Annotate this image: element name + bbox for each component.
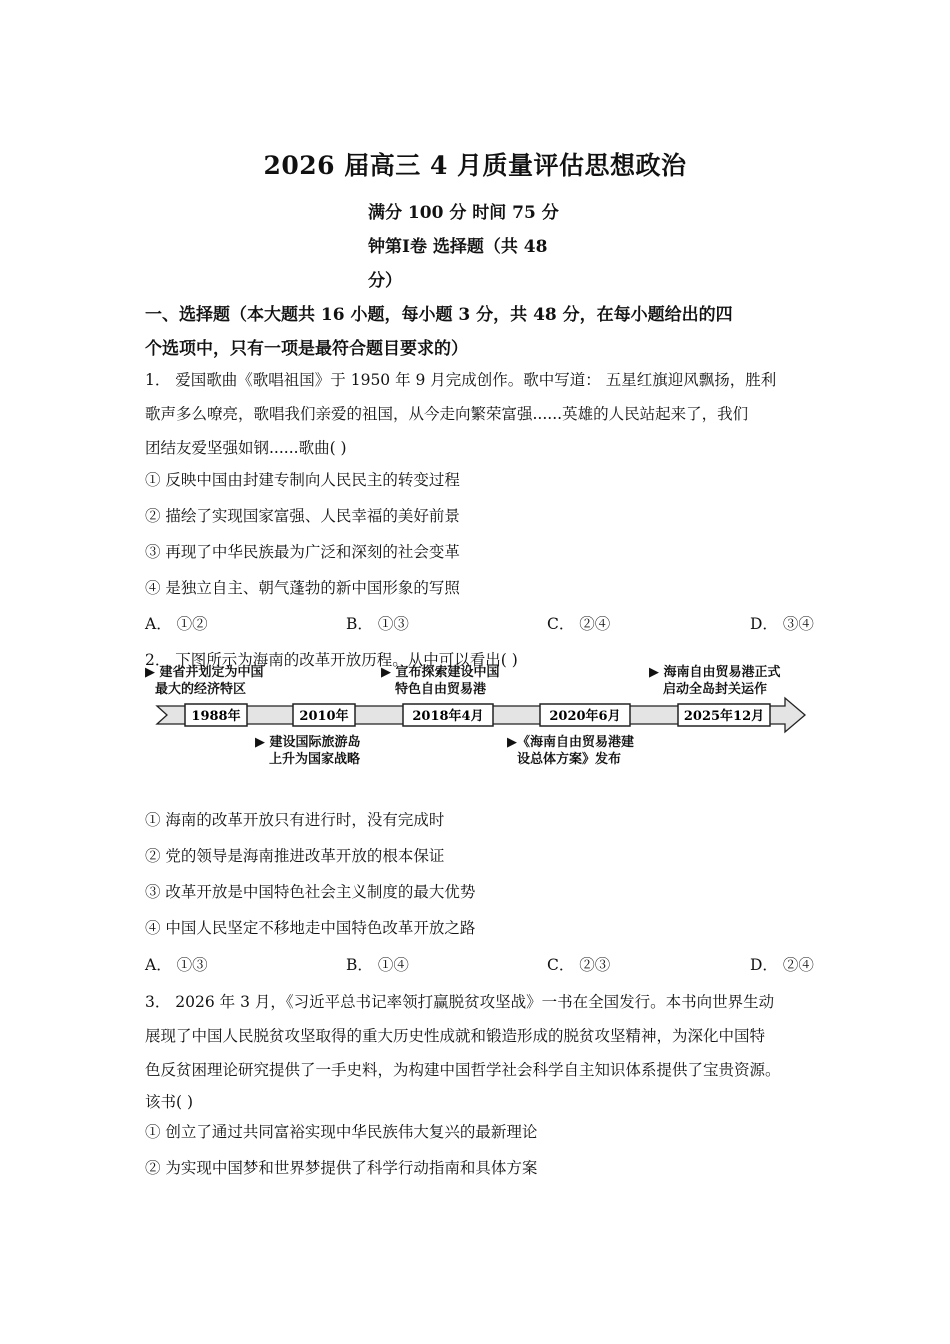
timeline-year: 1988年: [191, 709, 241, 724]
q1-option-d[interactable]: D． ③④: [750, 615, 814, 633]
q3-stem-line: 该书( ): [145, 1093, 194, 1111]
q1-stem-line: 团结友爱坚强如钢......歌曲( ): [145, 439, 347, 457]
q2-item: ③ 改革开放是中国特色社会主义制度的最大优势: [145, 883, 476, 901]
q1-option-a[interactable]: A． ①②: [145, 615, 208, 633]
timeline-event-above: ▶ 宣布探索建设中国 特色自由贸易港: [381, 665, 500, 697]
timeline-event-above: ▶ 建省并划定为中国 最大的经济特区: [145, 665, 264, 697]
q2-option-d[interactable]: D． ②④: [750, 956, 814, 974]
page-title: 2026 届高三 4 月质量评估思想政治: [263, 151, 687, 180]
q3-stem-line: 色反贫困理论研究提供了一手史料，为构建中国哲学社会科学自主知识体系提供了宝贵资源。: [145, 1061, 781, 1079]
hainan-timeline-figure: [145, 662, 810, 772]
q2-option-a[interactable]: A． ①③: [145, 956, 208, 974]
section-header-line-cont: 分）: [368, 271, 402, 291]
section-instructions: 一、选择题（本大题共 16 小题，每小题 3 分，共 48 分，在每小题给出的四: [145, 305, 733, 325]
section-header-line: 钟第Ⅰ卷 选择题（共 48: [368, 237, 548, 257]
q1-item: ④ 是独立自主、朝气蓬勃的新中国形象的写照: [145, 579, 460, 597]
timeline-event-below: ▶《海南自由贸易港建 设总体方案》发布: [507, 735, 634, 767]
q1-item: ① 反映中国由封建专制向人民民主的转变过程: [145, 471, 460, 489]
q1-item: ③ 再现了中华民族最为广泛和深刻的社会变革: [145, 543, 460, 561]
q2-stem: 2． 下图所示为海南的改革开放历程。从中可以看出( ): [145, 651, 518, 669]
q1-option-b[interactable]: B． ①③: [346, 615, 409, 633]
q3-stem-line: 展现了中国人民脱贫攻坚取得的重大历史性成就和锻造形成的脱贫攻坚精神，为深化中国特: [145, 1027, 766, 1045]
q2-item: ④ 中国人民坚定不移地走中国特色改革开放之路: [145, 919, 476, 937]
q3-item: ② 为实现中国梦和世界梦提供了科学行动指南和具体方案: [145, 1159, 538, 1177]
q2-option-b[interactable]: B． ①④: [346, 956, 409, 974]
q2-item: ① 海南的改革开放只有进行时，没有完成时: [145, 811, 445, 829]
timeline-event-below: ▶ 建设国际旅游岛 上升为国家战略: [255, 735, 361, 767]
timeline-year: 2025年12月: [683, 709, 765, 724]
q2-item: ② 党的领导是海南推进改革开放的根本保证: [145, 847, 445, 865]
q1-stem-line: 歌声多么嘹亮，歌唱我们亲爱的祖国，从今走向繁荣富强......英雄的人民站起来了，我们: [145, 405, 749, 423]
q1-stem-line: 1． 爱国歌曲《歌唱祖国》于 1950 年 9 月完成创作。歌中写道： 五星红旗迎风飘扬，胜利: [145, 371, 777, 389]
q2-option-c[interactable]: C． ②③: [547, 956, 611, 974]
q1-item: ② 描绘了实现国家富强、人民幸福的美好前景: [145, 507, 460, 525]
timeline-event-above: ▶ 海南自由贸易港正式 启动全岛封关运作: [649, 665, 781, 697]
q3-stem-line: 3． 2026 年 3 月，《习近平总书记率领打赢脱贫攻坚战》一书在全国发行。本书向世界生动: [145, 993, 775, 1011]
q3-item: ① 创立了通过共同富裕实现中华民族伟大复兴的最新理论: [145, 1123, 538, 1141]
timeline-year: 2018年4月: [412, 709, 484, 724]
q1-option-c[interactable]: C． ②④: [547, 615, 611, 633]
score-time-line: 满分 100 分 时间 75 分: [368, 203, 559, 223]
timeline-year: 2020年6月: [549, 709, 621, 724]
section-instructions-cont: 个选项中，只有一项是最符合题目要求的）: [145, 339, 468, 359]
timeline-year: 2010年: [299, 709, 349, 724]
